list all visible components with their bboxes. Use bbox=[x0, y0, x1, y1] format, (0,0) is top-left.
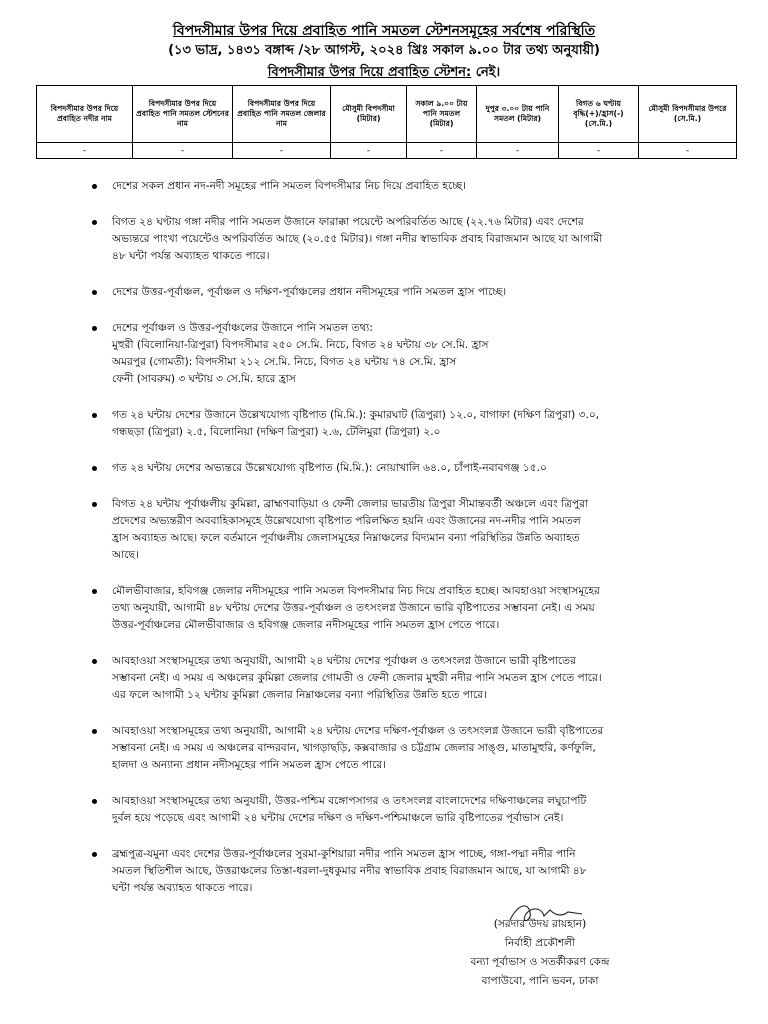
bullet-line: অভ্যন্তরে পাংখা পয়েন্টেও অপরিবর্তিত আছে (২০.৫৫ মিটার)। গঙ্গা নদীর স্বাভাবিক প্রবাহ বিরাজমান আছে যা আগামী bbox=[112, 233, 603, 245]
signature-block bbox=[440, 915, 640, 991]
bullet-item bbox=[112, 407, 740, 441]
bullet-item bbox=[112, 320, 740, 388]
table-cell: - bbox=[407, 143, 477, 159]
signatory-designation: নির্বাহী প্রকৌশলী bbox=[504, 937, 576, 949]
table-cell: - bbox=[37, 143, 133, 159]
bullet-line: এর ফলে আগামী ১২ ঘন্টায় কুমিল্লা জেলার নিম্নাঞ্চলের বন্যা পরিস্থিতির উন্নতি হতে পারে। bbox=[112, 689, 487, 701]
bullet-line: অমরপুর (গোমতী): বিপদসীমা ২১২ সে.মি. নিচে, বিগত ২৪ ঘন্টায় ৭৪ সে.মি. হ্রাস bbox=[112, 356, 457, 368]
bullet-list bbox=[112, 178, 740, 916]
bullet-line: ফেনী (সাবরুম) ৩ ঘন্টায় ৩ সে.মি. হারে হ্রাস bbox=[112, 373, 296, 385]
bullet-line: দেশের সকল প্রধান নদ-নদী সমূহের পানি সমতল বিপদসীমার নিচ দিয়ে প্রবাহিত হচ্ছে। bbox=[112, 180, 467, 192]
bullet-line: তথ্য অনুযায়ী, আগামী ৪৮ ঘন্টায় দেশের উত্তর-পূর্বাঞ্চল ও তৎসংলগ্ন উজানে ভারি বৃষ্টিপাতের সম্ভাবনা নেই। এ সময় bbox=[112, 602, 595, 614]
bullet-line: আছে। bbox=[112, 549, 139, 561]
table-row bbox=[37, 143, 737, 159]
table-cell: - bbox=[233, 143, 331, 159]
bullet-item bbox=[112, 793, 740, 827]
table-header-cell: সকাল ৯.০০ টায় পানি সমতল (মিটার) bbox=[407, 86, 477, 143]
signatory-name: (সরদার উদয় রায়হান) bbox=[493, 918, 587, 930]
table-header-cell: মৌসুমী বিপদসীমার উপরে (সে.মি.) bbox=[639, 86, 737, 143]
status-table bbox=[36, 85, 737, 159]
bullet-item bbox=[112, 723, 740, 774]
stations-line bbox=[0, 64, 768, 82]
bullet-line: হালদা ও অন্যান্য প্রধান নদীসমূহের পানি সমতল হ্রাস পেতে পারে। bbox=[112, 759, 387, 771]
table-cell: - bbox=[133, 143, 233, 159]
page-title bbox=[0, 22, 768, 40]
bullet-line: দুর্বল হয়ে পড়েছে এবং আগামী ২৪ ঘন্টায় দেশের দক্ষিণ ও দক্ষিণ-পশ্চিমাঞ্চলে ভারি বৃষ্টিপাতের পূর্বাভাস নেই। bbox=[112, 812, 564, 824]
bullet-line: গত ২৪ ঘন্টায় দেশের অভ্যন্তরে উল্লেখযোগ্য বৃষ্টিপাত (মি.মি.): নোয়াখালি ৬৪.০, চাঁপাই-নবাবগঞ্জ ১৫.০ bbox=[112, 462, 547, 474]
bullet-item bbox=[112, 653, 740, 704]
stations-label: বিপদসীমার উপর দিয়ে প্রবাহিত স্টেশন: bbox=[267, 65, 472, 80]
bullet-line: গন্ধছড়া (ত্রিপুরা) ২.৫, বিলোনিয়া (দক্ষিণ ত্রিপুরা) ২.৬, টেলিমুরা (ত্রিপুরা) ২.০ bbox=[112, 426, 441, 438]
bullet-line: প্রদেশের অভ্যন্তরীণ অববাহিকাসমূহে উল্লেখযোগ্য বৃষ্টিপাত পরিলক্ষিত হয়নি এবং উজানের নদ-নদীর পানি সমতল bbox=[112, 515, 581, 527]
bullet-line: মৌলভীবাজার, হবিগঞ্জ জেলার নদীসমূহের পানি সমতল বিপদসীমার নিচ দিয়ে প্রবাহিত হচ্ছে। আবহাওয়া সংস্থাসমূহের bbox=[112, 585, 600, 597]
table-header-cell: বিপদসীমার উপর দিয়ে প্রবাহিত পানি সমতল স্টেশনের নাম bbox=[133, 86, 233, 143]
bullet-line: আবহাওয়া সংস্থাসমূহের তথ্য অনুযায়ী, আগামী ২৪ ঘন্টায় দেশের দক্ষিণ-পূর্বাঞ্চল ও তৎসংলগ্ন উজানে ভারী বৃষ্টিপাতের bbox=[112, 725, 604, 737]
table-header-row bbox=[37, 86, 737, 143]
bullet-line: আবহাওয়া সংস্থাসমূহের তথ্য অনুযায়ী, আগামী ২৪ ঘন্টায় দেশের পূর্বাঞ্চল ও তৎসংলগ্ন উজানে ভারী বৃষ্টিপাতের bbox=[112, 655, 576, 667]
bullet-line: দেশের উত্তর-পূর্বাঞ্চল, পূর্বাঞ্চল ও দক্ষিণ-পূর্বাঞ্চলের প্রধান নদীসমূহের পানি সমতল হ্রাস পাচ্ছে। bbox=[112, 286, 507, 298]
stations-value: নেই। bbox=[475, 65, 501, 80]
table-cell: - bbox=[639, 143, 737, 159]
bullet-line: সম্ভাবনা নেই। এ সময় এ অঞ্চলের বান্দরবান, খাগড়াছড়ি, কক্সবাজার ও চট্টগ্রাম জেলার সাঙ্গু, মাতামুহুরি, কর্ণফুলি, bbox=[112, 742, 596, 754]
signatory-office: বন্যা পূর্বাভাস ও সতর্কীকরণ কেন্দ্র bbox=[470, 956, 610, 968]
bullet-item bbox=[112, 583, 740, 634]
signatory-address: বাপাউবো, পানি ভবন, ঢাকা bbox=[481, 975, 599, 987]
table-header-cell: দুপুর ৩.০০ টায় পানি সমতল (মিটার) bbox=[477, 86, 559, 143]
bullet-line: ৪৮ ঘন্টা পর্যন্ত অব্যাহত থাকতে পারে। bbox=[112, 250, 270, 262]
table-header-cell: বিপদসীমার উপর দিয়ে প্রবাহিত নদীর নাম bbox=[37, 86, 133, 143]
bullet-line: আবহাওয়া সংস্থাসমূহের তথ্য অনুযায়ী, উত্তর-পশ্চিম বঙ্গোপসাগর ও তৎসংলগ্ন বাংলাদেশের দক্ষিণাঞ্চলের লঘুচাপটি bbox=[112, 795, 587, 807]
table-header-cell: বিপদসীমার উপর দিয়ে প্রবাহিত পানি সমতল জেলার নাম bbox=[233, 86, 331, 143]
page-title-text: বিপদসীমার উপর দিয়ে প্রবাহিত পানি সমতল স্টেশনসমূহের সর্বশেষ পরিস্থিতি bbox=[172, 23, 596, 39]
bullet-line: বিগত ২৪ ঘন্টায় পূর্বাঞ্চলীয় কুমিল্লা, ব্রাহ্মণবাড়িয়া ও ফেনী জেলার ভারতীয় ত্রিপুরা সীমান্তবর্তী অঞ্চলে এবং ত্রিপুরা bbox=[112, 498, 589, 510]
bullet-item bbox=[112, 284, 740, 301]
table-header-cell: বিগত ৬ ঘণ্টায় বৃদ্ধি(+)/হ্রাস(-) (সে.মি.) bbox=[559, 86, 639, 143]
bullet-item bbox=[112, 496, 740, 564]
table-cell: - bbox=[477, 143, 559, 159]
bullet-line: মুহুরী (বিলোনিয়া-ত্রিপুরা) বিপদসীমার ২৫০ সে.মি. নিচে, বিগত ২৪ ঘন্টায় ৩৮ সে.মি. হ্রাস bbox=[112, 339, 489, 351]
bullet-line: সমতল স্থিতিশীল আছে, উত্তরাঞ্চলের তিস্তা-ধরলা-দুধকুমার নদীর স্বাভাবিক প্রবাহ বিরাজমান আছে, যা আগামী ৪৮ bbox=[112, 865, 587, 877]
table-header-cell: মৌসুমী বিপদসীমা (মিটার) bbox=[331, 86, 407, 143]
date-line: (১৩ ভাদ্র, ১৪৩১ বঙ্গাব্দ /২৮ আগস্ট, ২০২৪ খ্রিঃ সকাল ৯.০০ টার তথ্য অনুযায়ী) bbox=[168, 43, 600, 58]
bullet-line: গত ২৪ ঘন্টায় দেশের উজানে উল্লেখযোগ্য বৃষ্টিপাত (মি.মি.): কুমারঘাট (ত্রিপুরা) ১২.০, বাগাফা (দক্ষিণ ত্রিপুরা) ৩.০, bbox=[112, 409, 600, 421]
bullet-line: ব্রহ্মপুত্র-যমুনা এবং দেশের উত্তর-পূর্বাঞ্চলের সুরমা-কুশিয়ারা নদীর পানি সমতল হ্রাস পাচ্ছে, গঙ্গা-পদ্মা নদীর পানি bbox=[112, 848, 576, 860]
bullet-line: সম্ভাবনা নেই। এ সময় এ অঞ্চলের কুমিল্লা জেলার গোমতী ও ফেনী জেলার মুহুরী নদীর পানি সমতল হ্রাস পেতে পারে। bbox=[112, 672, 602, 684]
bullet-item bbox=[112, 178, 740, 195]
bullet-line: বিগত ২৪ ঘণ্টায় গঙ্গা নদীর পানি সমতল উজানে ফারাক্কা পয়েন্টে অপরিবর্তিত আছে (২২.৭৬ মিটার) এবং দেশের bbox=[112, 216, 584, 228]
bullet-line: ঘন্টা পর্যন্ত অব্যাহত থাকতে পারে। bbox=[112, 882, 253, 894]
bullet-item bbox=[112, 460, 740, 477]
table-cell: - bbox=[559, 143, 639, 159]
bullet-item bbox=[112, 846, 740, 897]
bullet-item bbox=[112, 214, 740, 265]
bullet-line: দেশের পূর্বাঞ্চল ও উত্তর-পূর্বাঞ্চলের উজানে পানি সমতল তথ্য: bbox=[112, 322, 373, 334]
table-cell: - bbox=[331, 143, 407, 159]
bullet-line: উত্তর-পূর্বাঞ্চলের মৌলভীবাজার ও হবিগঞ্জ জেলার নদীসমূহের পানি সমতল হ্রাস পেতে পারে। bbox=[112, 619, 500, 631]
bullet-line: হ্রাস অব্যাহত আছে। ফলে বর্তমানে পূর্বাঞ্চলীয় জেলাসমূহের নিম্নাঞ্চলের বিদ্যমান বন্যা পরিস্থিতির উন্নতি অব্যাহত bbox=[112, 532, 580, 544]
